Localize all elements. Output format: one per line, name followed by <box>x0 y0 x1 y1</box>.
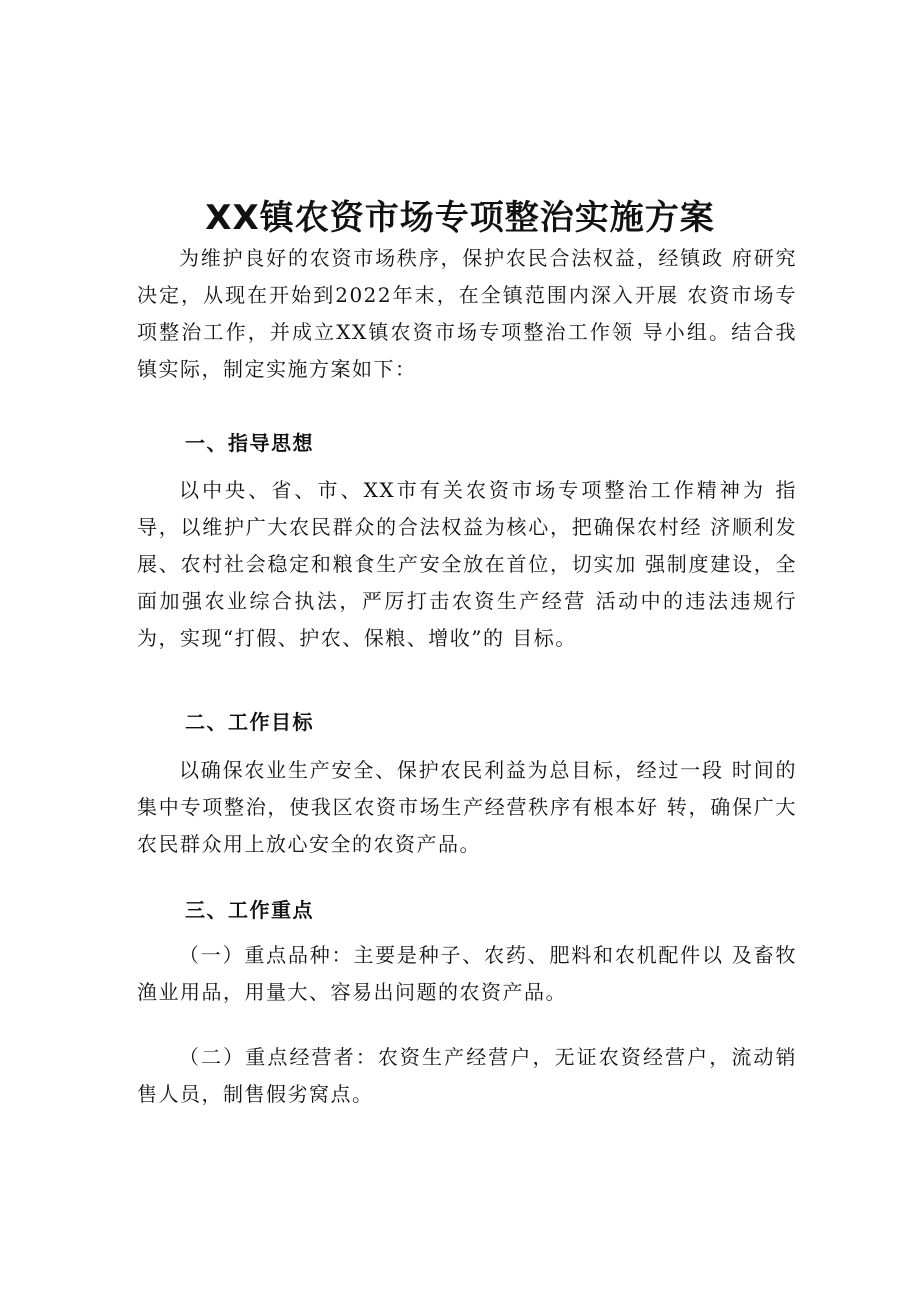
focus-item-key-products: （一）重点品种：主要是种子、农药、肥料和农机配件以 及畜牧渔业用品，用量大、容易出问题的农资产品。 <box>137 943 797 1004</box>
document-title: XX镇农资市场专项整治实施方案 <box>205 197 715 238</box>
focus-item-key-operators: （二）重点经营者：农资生产经营户，无证农资经营户，流动销售人员，制售假劣窝点。 <box>137 1045 797 1106</box>
section-heading-guiding-ideology: 一、指导思想 <box>185 431 314 455</box>
section-heading-work-goals: 二、工作目标 <box>185 710 314 734</box>
section-body-work-goals: 以确保农业生产安全、保护农民利益为总目标，经过一段 时间的集中专项整治，使我区农资市场生产经营秩序有根本好 转，确保广大农民群众用上放心安全的农资产品。 <box>137 758 797 856</box>
intro-paragraph: 为维护良好的农资市场秩序，保护农民合法权益，经镇政 府研究决定，从现在开始到2022年末，在全镇范围内深入开展 农资市场专项整治工作，并成立XX镇农资市场专项整治工作领 导小组。结合我镇实际，制定实施方案如下： <box>137 246 797 381</box>
section-body-guiding-ideology: 以中央、省、市、XX市有关农资市场专项整治工作精神为 指导，以维护广大农民群众的合法权益为核心，把确保农村经 济顺利发展、农村社会稳定和粮食生产安全放在首位，切实加 强制度建设，全面加强农业综合执法，严厉打击农资生产经营 活动中的违法违规行为，实现“打假、护农、保粮、增收”的 目标。 <box>137 478 797 650</box>
section-heading-work-focus: 三、工作重点 <box>185 898 314 922</box>
